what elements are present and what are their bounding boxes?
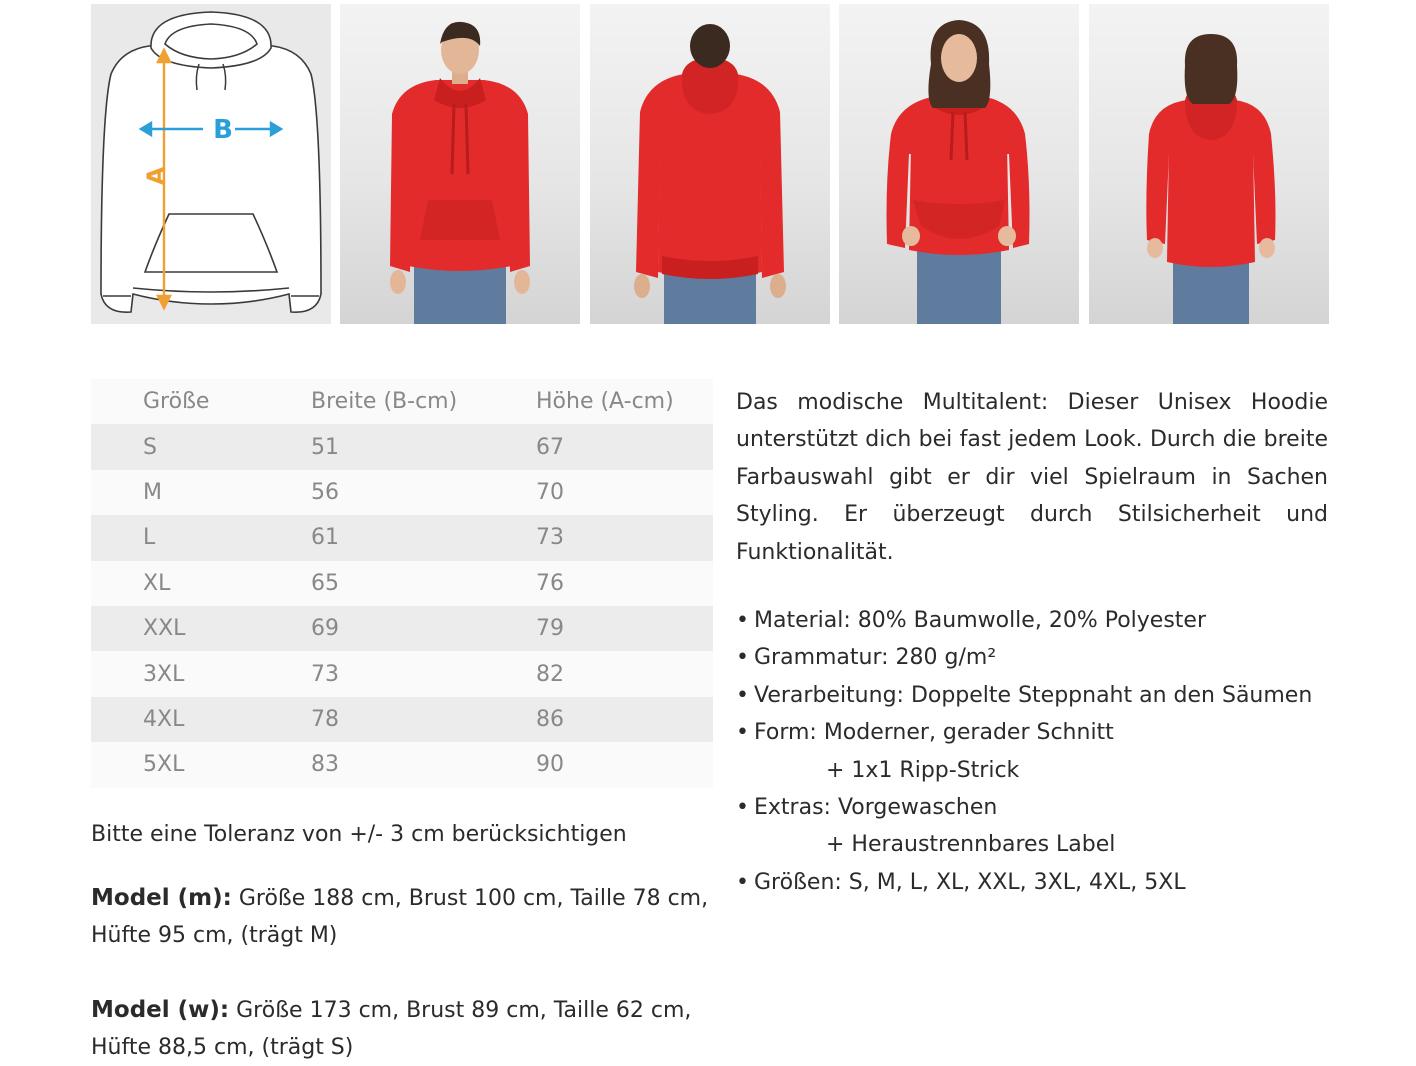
feature-extras-text: Extras: Vorgewaschen bbox=[754, 795, 998, 821]
feature-verarbeitung bbox=[736, 677, 1336, 714]
column-header-width: Breite (B-cm) bbox=[311, 389, 458, 415]
table-row bbox=[91, 561, 713, 606]
size-cell: XXL bbox=[143, 616, 186, 642]
height-cell: 70 bbox=[536, 479, 564, 505]
feature-extras-sub: + Heraustrennbares Label bbox=[826, 832, 1116, 858]
feature-list bbox=[736, 602, 1336, 901]
size-diagram-image bbox=[91, 4, 331, 324]
model-male-info bbox=[91, 880, 731, 954]
feature-form bbox=[736, 714, 1336, 751]
feature-form-text: Form: Moderner, gerader Schnitt bbox=[754, 720, 1114, 746]
bullet-icon: • bbox=[736, 608, 749, 633]
table-header-row bbox=[91, 379, 713, 424]
width-cell: 56 bbox=[311, 479, 339, 505]
size-cell: 4XL bbox=[143, 706, 185, 732]
size-cell: 5XL bbox=[143, 752, 185, 778]
column-header-size: Größe bbox=[143, 389, 210, 415]
height-cell: 90 bbox=[536, 752, 564, 778]
model-male-line2: Hüfte 95 cm, (trägt M) bbox=[91, 923, 338, 948]
table-row bbox=[91, 606, 713, 651]
width-cell: 61 bbox=[311, 525, 339, 551]
model-female-line2: Hüfte 88,5 cm, (trägt S) bbox=[91, 1035, 354, 1060]
table-row bbox=[91, 742, 713, 787]
model-female-line1: Größe 173 cm, Brust 89 cm, Taille 62 cm, bbox=[236, 998, 692, 1023]
feature-groessen bbox=[736, 864, 1336, 901]
feature-extras bbox=[736, 789, 1336, 826]
product-description: Das modische Multitalent: Dieser Unisex Hoodie unterstützt dich bei fast jedem Look. Durch die breite Farbauswahl gibt er dir viel Spielraum in Sachen Styling. Er überzeugt durch Stilsicherheit und Funktionalität. bbox=[736, 390, 1328, 565]
width-cell: 83 bbox=[311, 752, 339, 778]
size-cell: S bbox=[143, 434, 157, 460]
table-row bbox=[91, 515, 713, 560]
table-row bbox=[91, 424, 713, 469]
size-cell: M bbox=[143, 479, 162, 505]
bullet-icon: • bbox=[736, 869, 749, 895]
width-cell: 65 bbox=[311, 570, 339, 596]
measure-b-label: B bbox=[213, 115, 233, 145]
width-cell: 78 bbox=[311, 706, 339, 732]
bullet-icon: • bbox=[736, 720, 749, 746]
table-row bbox=[91, 651, 713, 696]
model-female-label: Model (w): bbox=[91, 997, 230, 1023]
height-cell: 86 bbox=[536, 706, 564, 732]
width-cell: 69 bbox=[311, 616, 339, 642]
feature-groessen-text: Größen: S, M, L, XL, XXL, 3XL, 4XL, 5XL bbox=[754, 869, 1186, 895]
size-cell: L bbox=[143, 525, 156, 551]
column-header-height: Höhe (A-cm) bbox=[536, 389, 674, 415]
bullet-icon: • bbox=[736, 682, 749, 708]
width-cell: 73 bbox=[311, 661, 339, 687]
model-male-line1: Größe 188 cm, Brust 100 cm, Taille 78 cm, bbox=[238, 886, 709, 911]
feature-grammatur-text: Grammatur: 280 g/m² bbox=[754, 645, 997, 671]
tolerance-note: Bitte eine Toleranz von +/- 3 cm berücksichtigen bbox=[91, 822, 627, 847]
model-male-front-photo bbox=[340, 4, 580, 324]
height-cell: 82 bbox=[536, 661, 564, 687]
size-cell: 3XL bbox=[143, 661, 185, 687]
table-row bbox=[91, 697, 713, 742]
feature-verarbeitung-text: Verarbeitung: Doppelte Steppnaht an den Säumen bbox=[754, 682, 1313, 708]
size-table bbox=[91, 379, 713, 788]
feature-material-text: Material: 80% Baumwolle, 20% Polyester bbox=[754, 608, 1206, 633]
bullet-icon: • bbox=[736, 645, 749, 671]
feature-form-sub: + 1x1 Ripp-Strick bbox=[826, 757, 1020, 783]
feature-material bbox=[736, 602, 1336, 639]
model-female-front-photo bbox=[839, 4, 1079, 324]
bullet-icon: • bbox=[736, 795, 749, 821]
height-cell: 79 bbox=[536, 616, 564, 642]
size-cell: XL bbox=[143, 570, 171, 596]
model-male-back-photo bbox=[590, 4, 830, 324]
height-cell: 76 bbox=[536, 570, 564, 596]
width-cell: 51 bbox=[311, 434, 339, 460]
model-female-back-photo bbox=[1089, 4, 1329, 324]
model-male-label: Model (m): bbox=[91, 885, 232, 911]
height-cell: 73 bbox=[536, 525, 564, 551]
feature-grammatur bbox=[736, 639, 1336, 676]
model-female-info bbox=[91, 992, 731, 1066]
measure-a-label: A bbox=[142, 166, 170, 186]
table-row bbox=[91, 470, 713, 515]
height-cell: 67 bbox=[536, 434, 564, 460]
